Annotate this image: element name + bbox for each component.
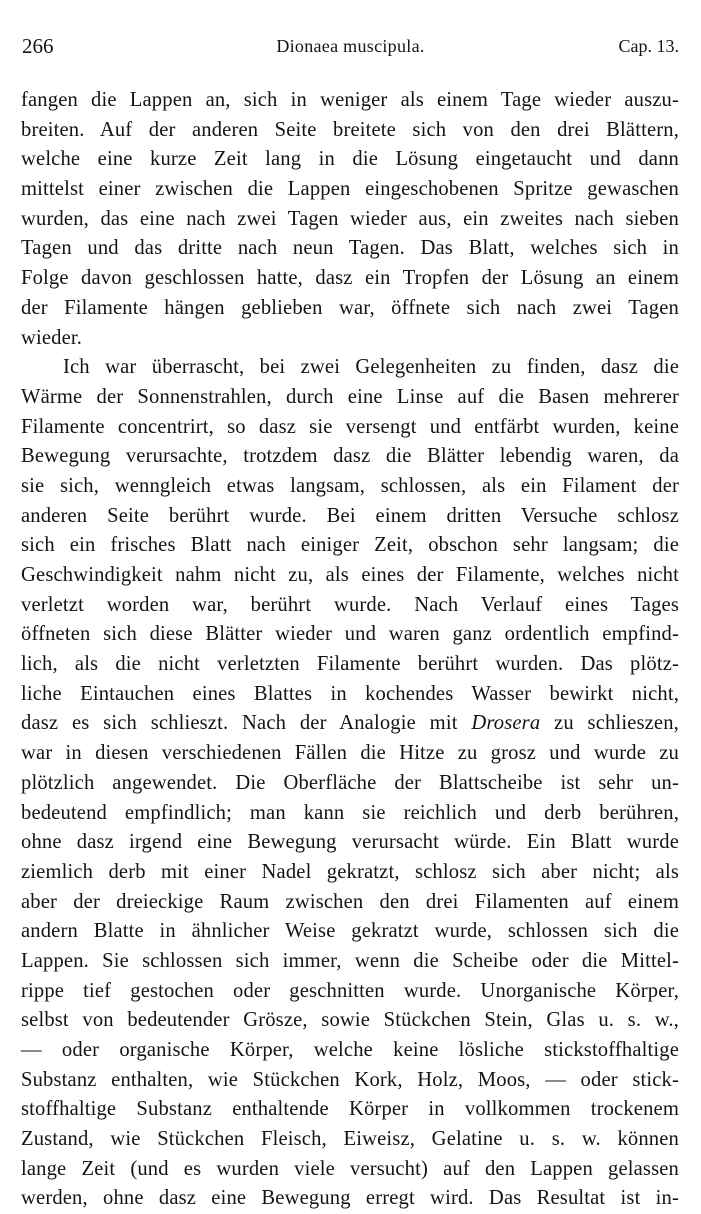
- text-line: — oder organische Körper, welche keine lösliche stickstoffhaltige: [21, 1039, 679, 1061]
- text-line: Geschwindigkeit nahm nicht zu, als eines der Filamente, welches nicht: [21, 564, 679, 586]
- text-line: liche Eintauchen eines Blattes in kochendes Wasser bewirkt nicht,: [21, 682, 679, 705]
- page-number: 266: [22, 34, 54, 58]
- text-line: sich ein frisches Blatt nach einiger Zeit, obschon sehr langsam; die: [21, 534, 679, 557]
- text-line: wieder.: [21, 326, 83, 349]
- body-text: [21, 86, 679, 1214]
- text-line: Lappen. Sie schlossen sich immer, wenn die Scheibe oder die Mittel-: [21, 949, 679, 972]
- italic-term: Drosera: [471, 712, 541, 735]
- running-header: [22, 34, 679, 62]
- text-line: welche eine kurze Zeit lang in die Lösung eingetaucht und dann: [21, 148, 679, 171]
- text-line: plötzlich angewendet. Die Oberfläche der Blattscheibe ist sehr un-: [21, 771, 679, 794]
- text-segment: zu schlieszen,: [554, 712, 679, 735]
- text-line: aber der dreieckige Raum zwischen den drei Filamenten auf einem: [21, 890, 679, 913]
- running-title: Dionaea muscipula.: [276, 36, 425, 56]
- text-line: breiten. Auf der anderen Seite breitete sich von den drei Blättern,: [21, 118, 679, 141]
- text-line: selbst von bedeutender Grösze, sowie Stückchen Stein, Glas u. s. w.,: [21, 1009, 679, 1032]
- text-line: verletzt worden war, berührt wurde. Nach Verlauf eines Tages: [21, 593, 679, 616]
- text-line: rippe tief gestochen oder geschnitten wurde. Unorganische Körper,: [21, 979, 679, 1002]
- text-segment: dasz es sich schlieszt. Nach der Analogie mit: [21, 712, 458, 735]
- text-line-with-italic: [21, 709, 679, 739]
- text-line: andern Blatte in ähnlicher Weise gekratzt wurde, schlossen sich die: [21, 920, 679, 943]
- text-line: der Filamente hängen geblieben war, öffnete sich nach zwei Tagen: [21, 296, 679, 319]
- paragraph-2: [21, 353, 679, 1214]
- text-line: Tagen und das dritte nach neun Tagen. Das Blatt, welches sich in: [21, 237, 679, 260]
- chapter-label: Cap. 13.: [618, 36, 679, 56]
- text-line: mittelst einer zwischen die Lappen eingeschobenen Spritze gewaschen: [21, 178, 679, 201]
- text-line: wurden, das eine nach zwei Tagen wieder aus, ein zweites nach sieben: [21, 207, 679, 230]
- text-line: werden, ohne dasz eine Bewegung erregt wird. Das Resultat ist in-: [21, 1187, 679, 1210]
- text-line: sie sich, wenngleich etwas langsam, schlossen, als ein Filament der: [21, 474, 679, 497]
- text-line: lange Zeit (und es wurden viele versucht) auf den Lappen gelassen: [21, 1157, 679, 1180]
- text-line: Zustand, wie Stückchen Fleisch, Eiweisz, Gelatine u. s. w. können: [21, 1128, 679, 1151]
- text-line: bedeutend empfindlich; man kann sie reichlich und derb berühren,: [21, 801, 679, 824]
- text-line: Wärme der Sonnenstrahlen, durch eine Linse auf die Basen mehrerer: [21, 385, 679, 408]
- text-line: Substanz enthalten, wie Stückchen Kork, Holz, Moos, — oder stick-: [21, 1068, 679, 1091]
- text-line: Bewegung verursachte, trotzdem dasz die Blätter lebendig waren, da: [21, 445, 679, 468]
- text-line: stoffhaltige Substanz enthaltende Körper in vollkommen trockenem: [21, 1098, 679, 1121]
- text-line: lich, als die nicht verletzten Filamente berührt wurden. Das plötz-: [21, 653, 679, 676]
- paragraph-1: [21, 86, 679, 353]
- text-line: war in diesen verschiedenen Fällen die Hitze zu grosz und wurde zu: [21, 742, 679, 765]
- text-line: ohne dasz irgend eine Bewegung verursacht würde. Ein Blatt wurde: [21, 831, 679, 854]
- text-line: Ich war überrascht, bei zwei Gelegenheiten zu finden, dasz die: [63, 356, 679, 379]
- text-line: öffneten sich diese Blätter wieder und waren ganz ordentlich empfind-: [21, 623, 679, 646]
- text-line: Folge davon geschlossen hatte, dasz ein Tropfen der Lösung an einem: [21, 267, 679, 290]
- text-line: anderen Seite berührt wurde. Bei einem dritten Versuche schlosz: [21, 504, 679, 527]
- text-line: ziemlich derb mit einer Nadel gekratzt, schlosz sich aber nicht; als: [21, 860, 679, 883]
- text-line: fangen die Lappen an, sich in weniger als einem Tage wieder auszu-: [21, 89, 679, 111]
- text-line: Filamente concentrirt, so dasz sie versengt und entfärbt wurden, keine: [21, 415, 679, 438]
